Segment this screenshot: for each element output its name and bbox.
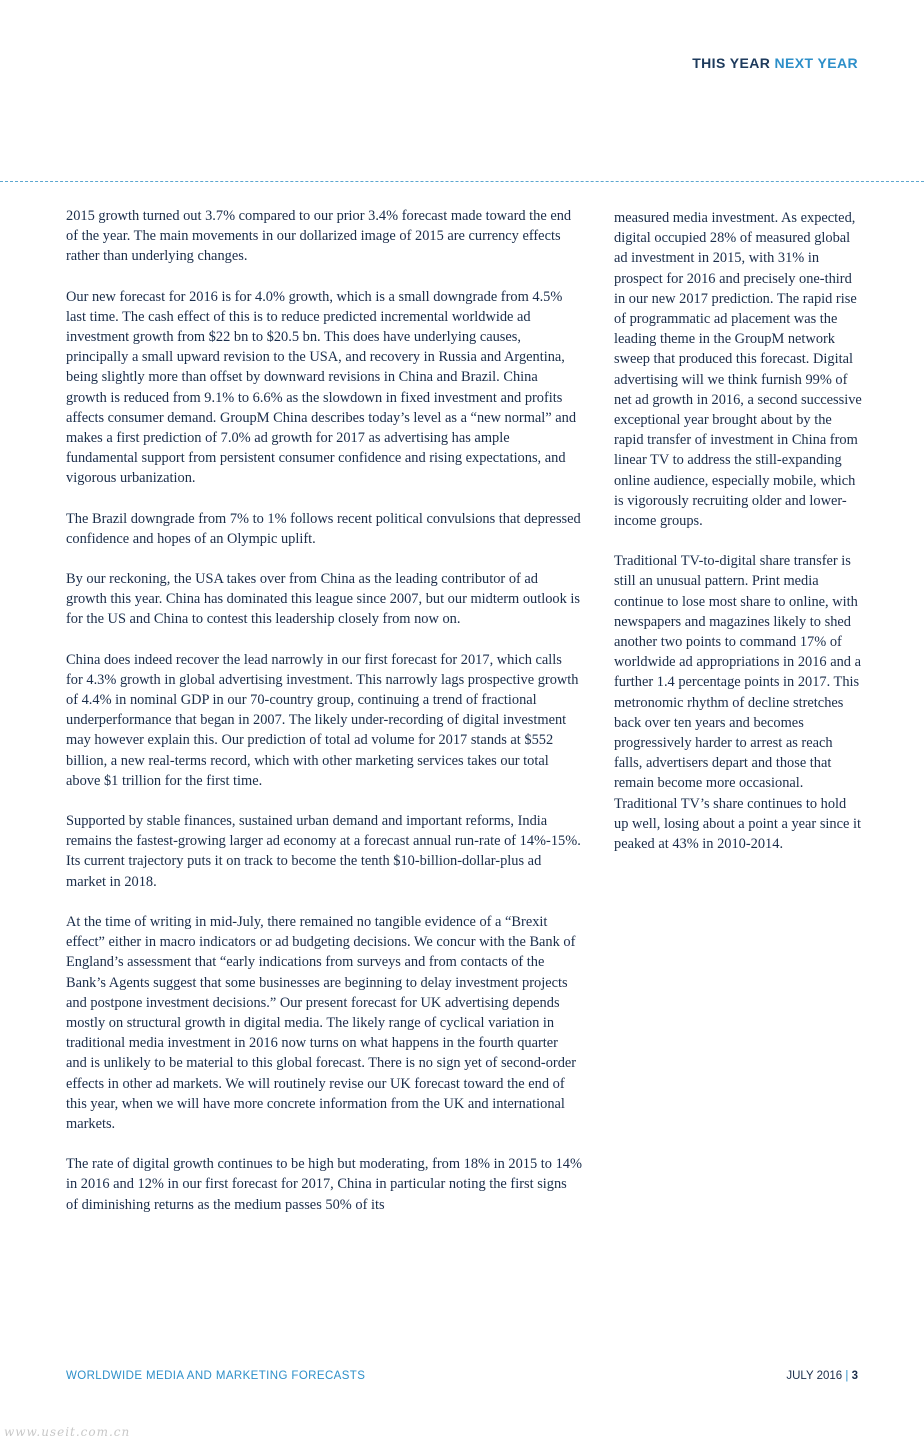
page-number: 3 — [851, 1370, 858, 1382]
footer-date: JULY 2016 — [786, 1370, 843, 1382]
dashed-divider — [0, 181, 924, 182]
header-next-year: NEXT YEAR — [774, 55, 858, 71]
footer-separator: | — [845, 1370, 849, 1382]
body-paragraph: Supported by stable finances, sustained urban demand and important reforms, India remains the fastest-growing larger ad economy at a forecast annual run-rate of 14%-15%. Its current trajectory puts it on track to become the tenth $10-billion-dollar-plus ad market in 2018. — [66, 813, 581, 890]
site-watermark: www.useit.com.cn — [4, 1425, 131, 1439]
body-paragraph: measured media investment. As expected, digital occupied 28% of measured global ad investment in 2015, with 31% in prospect for 2016 and precisely one-third in our new 2017 prediction. The rapid rise of programmatic ad placement was the leading theme in the GroupM network sweep that produced this forecast. Digital advertising will we think furnish 99% of net ad growth in 2016, a second successive exceptional year brought about by the rapid transfer of investment in China from linear TV to address the still-expanding online audience, especially mobile, which is vigorously recruiting older and lower-income groups. — [614, 210, 862, 530]
running-header — [692, 55, 858, 71]
body-paragraph: The rate of digital growth continues to be high but moderating, from 18% in 2015 to 14% in 2016 and 12% in our first forecast for 2017, China in particular noting the first signs of diminishing returns as the medium passes 50% of its — [66, 1156, 582, 1213]
body-paragraph: China does indeed recover the lead narrowly in our first forecast for 2017, which calls for 4.3% growth in global advertising investment. This narrowly lags prospective growth of 4.4% in nominal GDP in our 70-country group, continuing a trend of fractional underperformance that began in 2007. The likely under-recording of digital investment may however explain this. Our prediction of total ad volume for 2017 stands at $552 billion, a new real-terms record, which with other marketing services takes our total above $1 trillion for the first time. — [66, 651, 579, 789]
header-this-year: THIS YEAR — [692, 55, 771, 71]
body-paragraph: By our reckoning, the USA takes over from China as the leading contributor of ad growth this year. China has dominated this league since 2007, but our midterm outlook is for the US and China to contest this leadership closely from now on. — [66, 571, 580, 628]
body-paragraph: Traditional TV-to-digital share transfer is still an unusual pattern. Print media continue to lose most share to online, with newspapers and magazines likely to shed another two points to command 17% of worldwide ad appropriations in 2016 and a further 1.4 percentage points in 2017. This metronomic rhythm of decline stretches back over ten years and becomes progressively harder to arrest as reach falls, advertisers depart and those that remain become more occasional. Traditional TV’s share continues to hold up well, losing about a point a year since it peaked at 43% in 2010-2014. — [614, 553, 861, 853]
body-paragraph: Our new forecast for 2016 is for 4.0% growth, which is a small downgrade from 4.5% last time. The cash effect of this is to reduce predicted incremental worldwide ad investment growth from $22 bn to $20.5 bn. This does have underlying causes, principally a small upward revision to the USA, and recovery in Russia and Argentina, being slightly more than offset by downward revisions in China and Brazil. China growth is reduced from 9.1% to 6.6% as the slowdown in fixed investment and profits affects consumer demand. GroupM China describes today’s level as a “new normal” and makes a first prediction of 7.0% ad growth for 2017 as advertising has ample fundamental support from persistent consumer confidence and rising expectations, and vigorous urbanization. — [66, 288, 577, 487]
body-paragraph: At the time of writing in mid-July, there remained no tangible evidence of a “Brexit effect” either in macro indicators or ad budgeting decisions. We concur with the Bank of England’s assessment that “early indications from surveys and from contacts of the Bank’s Agents suggest that some businesses are beginning to delay investment projects and postpone investment decisions.” Our present forecast for UK advertising depends mostly on structural growth in digital media. The likely range of cyclical variation in traditional media investment in 2016 now turns on what happens in the fourth quarter and is unlikely to be material to this global forecast. There is no sign yet of second-order effects in other ad markets. We will routinely revise our UK forecast toward the end of this year, when we will have more concrete information from the UK and international markets. — [66, 913, 577, 1132]
footer-publication-title: WORLDWIDE MEDIA AND MARKETING FORECASTS — [66, 1370, 366, 1382]
left-text-column — [66, 206, 582, 1235]
right-text-column — [614, 208, 862, 874]
body-paragraph: The Brazil downgrade from 7% to 1% follows recent political convulsions that depressed confidence and hopes of an Olympic uplift. — [66, 510, 581, 547]
footer-page-info — [786, 1370, 858, 1382]
body-paragraph: 2015 growth turned out 3.7% compared to our prior 3.4% forecast made toward the end of the year. The main movements in our dollarized image of 2015 are currency effects rather than underlying changes. — [66, 208, 572, 265]
